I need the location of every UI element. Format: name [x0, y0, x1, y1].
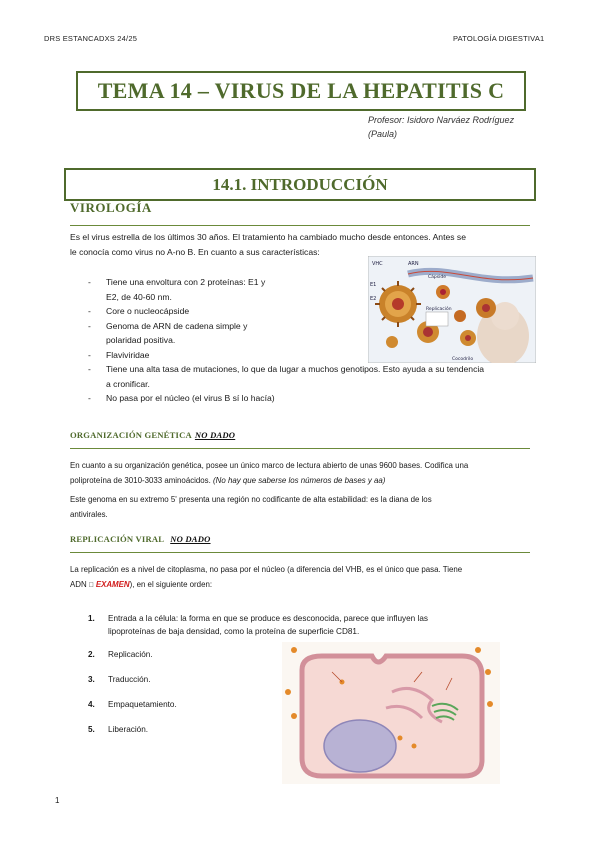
virologia-intro	[70, 230, 540, 259]
step-number: 5.	[88, 725, 95, 734]
adn-text: ADN	[70, 579, 87, 589]
virologia-heading: VIROLOGÍA	[70, 200, 152, 215]
step-text	[108, 612, 468, 638]
page-number: 1	[55, 796, 60, 805]
professor-line: Profesor: Isidoro Narváez Rodríguez	[368, 115, 515, 125]
title-box	[76, 71, 526, 111]
replicacion-line: La replicación es a nivel de citoplasma, no pasa por el núcleo (a diferencia del VHB, es el único que pasa. Tiene	[70, 565, 463, 574]
bullet-item: - No pasa por el núcleo (el virus B sí lo hacía)	[88, 391, 528, 406]
heading-rule	[70, 552, 530, 553]
step-number: 1.	[88, 614, 95, 623]
replicacion-heading-text: REPLICACIÓN VIRAL	[70, 534, 165, 544]
step-text: Replicación.	[108, 650, 153, 659]
bullet-continuation: polaridad positiva.	[106, 335, 176, 345]
replicacion-paragraph	[70, 563, 550, 593]
organizacion-line: En cuanto a su organización genética, posee un único marco de lectura abierto de unas 9600 bases. Codifica una	[70, 461, 469, 470]
no-dado-tag: NO DADO	[170, 534, 211, 544]
author-line: (Paula)	[368, 129, 398, 139]
organizacion-paragraph-2	[70, 493, 550, 522]
step-text: Traducción.	[108, 675, 151, 684]
note-italic: (No hay que saberse los números de bases y aa)	[213, 475, 386, 485]
heading-rule	[70, 225, 530, 226]
organizacion-heading-text: ORGANIZACIÓN GENÉTICA	[70, 430, 192, 440]
svg-text:E2: E2	[370, 296, 377, 302]
intro-line-1: Es el virus estrella de los últimos 30 años. El tratamiento ha cambiado mucho desde entonces. Antes se	[70, 232, 467, 242]
step-number: 2.	[88, 650, 95, 659]
section-title: 14.1. INTRODUCCIÓN	[212, 174, 388, 194]
step-line: lipoproteínas de baja densidad, como la proteína de superficie CD81.	[108, 627, 360, 636]
section-title-box	[64, 168, 536, 201]
replicacion-line-tail: ), en el siguiente orden:	[129, 579, 213, 589]
exam-tag: EXAMEN	[95, 579, 130, 589]
organizacion-line: Este genoma en su extremo 5' presenta una región no codificante de alta estabilidad: es la diana de los	[70, 495, 432, 504]
header-right	[453, 34, 544, 43]
step-text: Liberación.	[108, 725, 149, 734]
bullet-continuation: E2, de 40-60 nm.	[106, 291, 172, 302]
professor-block	[368, 113, 568, 141]
bullet-item: - Flaviviridae	[88, 348, 528, 363]
svg-text:Cocodrilo: Cocodrilo	[452, 357, 474, 362]
aminoacidos-text: poliproteína de 3010-3033 aminoácidos.	[70, 475, 211, 485]
bullet-continuation: a cronificar.	[106, 378, 150, 389]
step-line: Entrada a la célula: la forma en que se produce es desconocida, parece que influyen las	[108, 614, 428, 623]
intro-line-2: le conocía como virus no A-no B. En cuanto a sus características:	[70, 246, 320, 257]
bullet-item: - Tiene una alta tasa de mutaciones, lo que da lugar a muchos genotipos. Esto ayuda a su tendencia	[88, 362, 528, 377]
bullet-item: - Tiene una envoltura con 2 proteínas: E1 y	[88, 275, 306, 290]
page-title: TEMA 14 – VIRUS DE LA HEPATITIS C	[97, 78, 505, 103]
svg-text:Replicación: Replicación	[426, 307, 452, 312]
step-text: Empaquetamiento.	[108, 700, 177, 709]
header-right-number: 1	[540, 34, 545, 43]
replicacion-line	[70, 578, 550, 594]
organizacion-paragraph-1	[70, 459, 550, 488]
organizacion-line: antivirales.	[70, 509, 108, 519]
header-left: DRS ESTANCADXS 24/25	[44, 34, 138, 43]
organizacion-heading	[70, 430, 235, 440]
organizacion-line	[70, 474, 550, 489]
heading-rule	[70, 448, 530, 449]
step-number: 4.	[88, 700, 95, 709]
bullet-item: - Core o nucleocápside	[88, 304, 528, 319]
svg-text:E1: E1	[370, 282, 377, 288]
replicacion-heading	[70, 534, 211, 544]
no-dado-tag: NO DADO	[194, 430, 236, 440]
step-number: 3.	[88, 675, 95, 684]
svg-text:Cápside: Cápside	[428, 275, 446, 280]
bullet-item: - Genoma de ARN de cadena simple y	[88, 319, 528, 334]
svg-text:ARN: ARN	[408, 261, 419, 267]
bullet-glyph: ⃞	[86, 581, 96, 589]
header-right-text: PATOLOGÍA DIGESTIVA	[453, 34, 541, 43]
hcv-virus-figure	[368, 256, 536, 363]
svg-text:VHC: VHC	[372, 261, 383, 267]
replication-cycle-figure	[282, 642, 500, 784]
